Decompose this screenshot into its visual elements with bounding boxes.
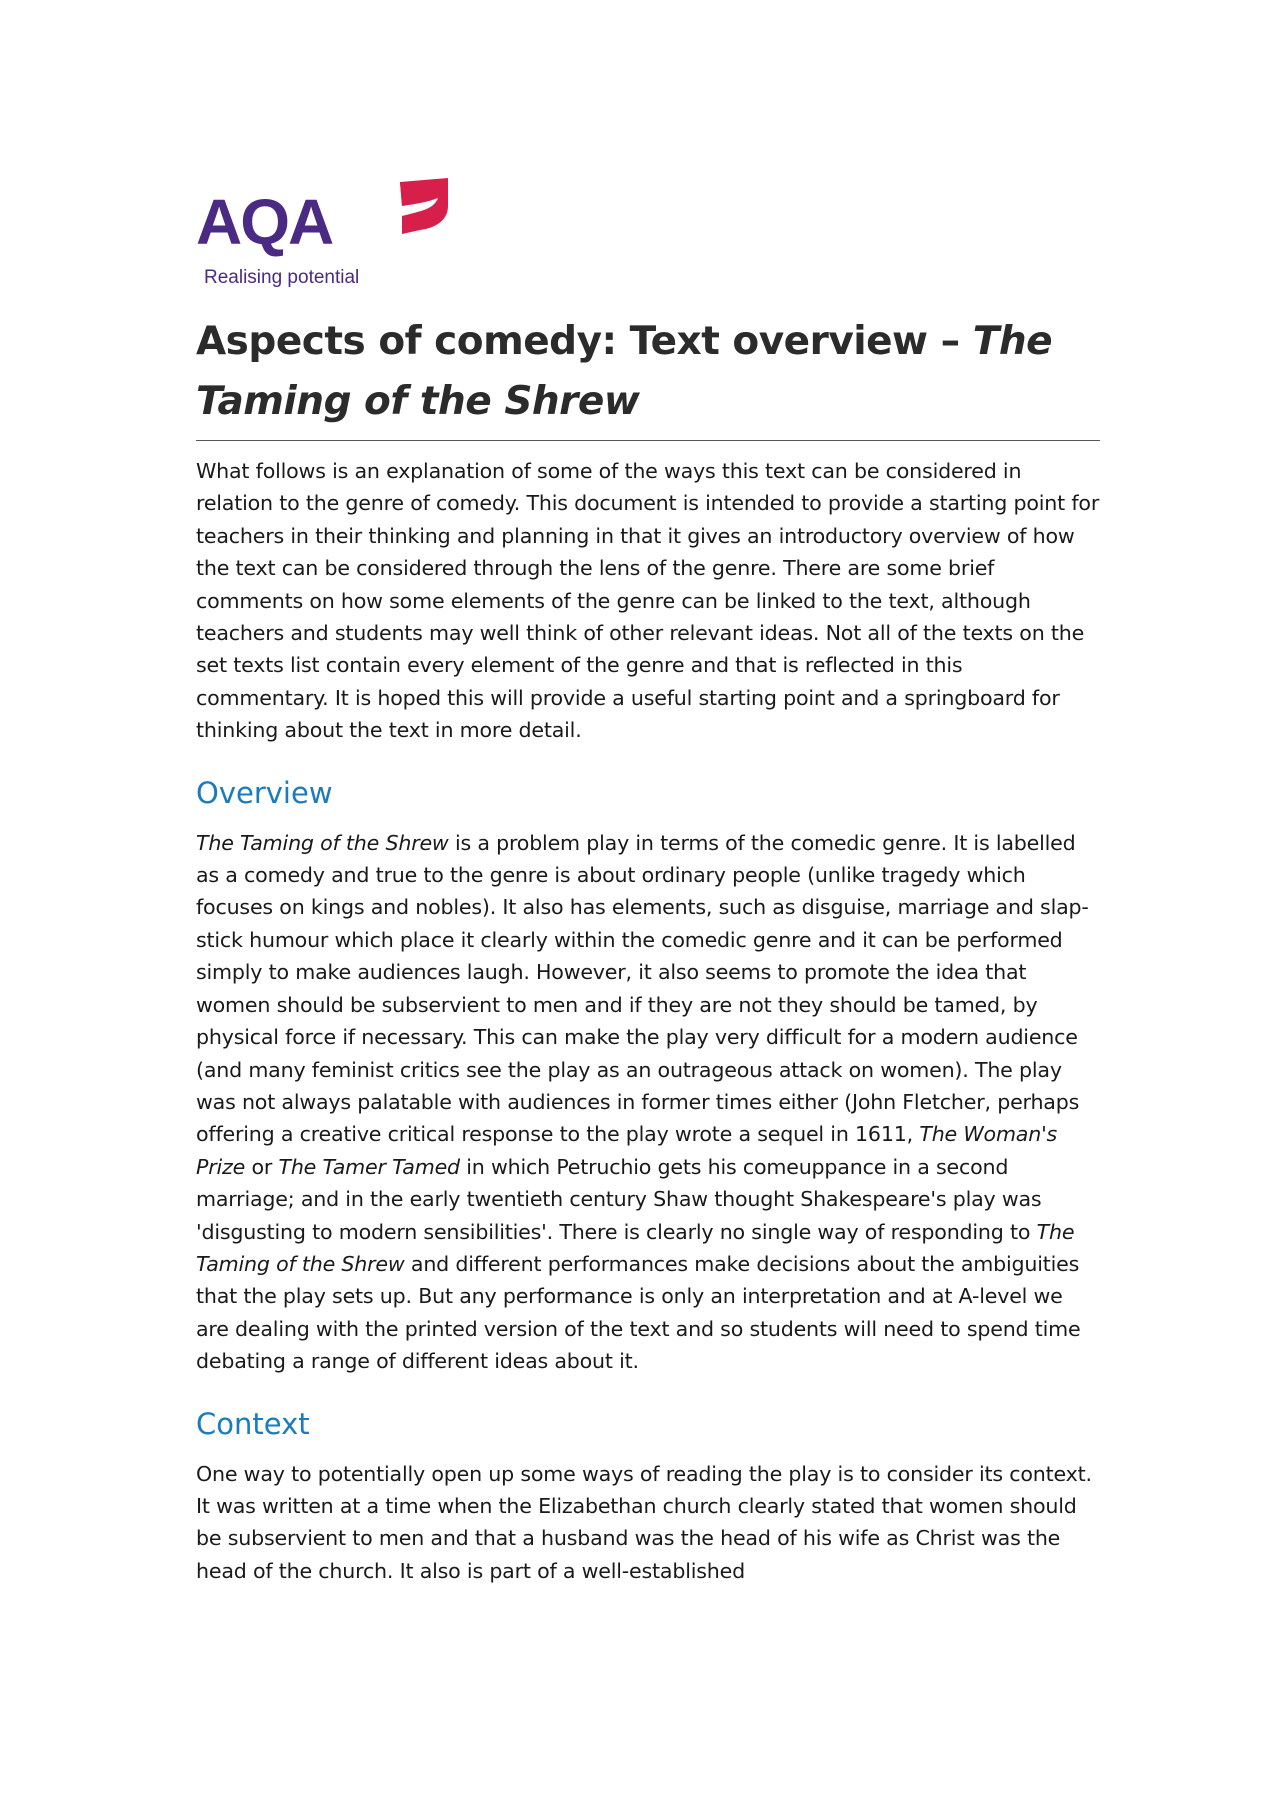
overview-text: and different performances make decisions about the ambiguities that the play sets up. But any performance is only an interpretation and at A-level we are dealing with the printed version of the text and so students will need to spend time debating a range of different ideas about it. bbox=[196, 1251, 1081, 1374]
page-title bbox=[196, 312, 1100, 441]
document-page bbox=[196, 170, 1100, 1587]
context-paragraph: One way to potentially open up some ways of reading the play is to consider its context. It was written at a time when the Elizabethan church clearly stated that women should be subservient to men and that a husband was the head of his wife as Christ was the head of the church. It also is part of a well-established bbox=[196, 1461, 1092, 1583]
overview-italic: The Taming of the Shrew bbox=[196, 830, 449, 855]
overview-text: in which Petruchio gets his comeuppance in a second marriage; and in the early twentieth century Shaw thought Shakespeare's play was 'disgusting to modern sensibilities'. There is clearly no single way of responding to bbox=[196, 1154, 1042, 1244]
context-heading: Context bbox=[196, 1406, 310, 1441]
overview-italic: The Woman's Prize bbox=[196, 1122, 1058, 1179]
overview-italic: The Tamer Tamed bbox=[278, 1154, 460, 1179]
logo-tagline: Realising potential bbox=[204, 267, 360, 288]
title-italic: The Taming of the Shrew bbox=[196, 319, 1053, 424]
title-text: Aspects of comedy: Text overview – bbox=[196, 319, 973, 364]
overview-text: is a problem play in terms of the comedic genre. It is labelled as a comedy and true to the genre is about ordinary people (unlike tragedy which focuses on kings and nobles). It also has elements, such as disguise, marriage and slap-stick humour which place it clearly within the comedic genre and it can be performed simply to make audiences laugh. However, it also seems to promote the idea that women should be subservient to men and if they are not they should be tamed, by physical force if necessary. This can make the play very difficult for a modern audience (and many feminist critics see the play as an outrageous attack on women). The play was not always palatable with audiences in former times either (John Fletcher, perhaps offering a creative critical response to the play wrote a sequel in 1611, bbox=[196, 830, 1089, 1147]
intro-paragraph: What follows is an explanation of some of the ways this text can be considered in relation to the genre of comedy. This document is intended to provide a starting point for teachers in their thinking and planning in that it gives an introductory overview of how the text can be considered through the lens of the genre. There are some brief comments on how some elements of the genre can be linked to the text, although teachers and students may well think of other relevant ideas. Not all of the texts on the set texts list contain every element of the genre and that is reflected in this commentary. It is hoped this will provide a useful starting point and a springboard for thinking about the text in more detail. bbox=[196, 459, 1100, 743]
overview-text: or bbox=[245, 1154, 279, 1179]
overview-heading: Overview bbox=[196, 775, 333, 810]
logo-leaf-icon bbox=[396, 176, 452, 238]
overview-italic: The Taming of the Shrew bbox=[196, 1219, 1075, 1276]
logo-letters: AQA bbox=[196, 186, 333, 258]
overview-paragraph bbox=[196, 827, 1100, 1378]
aqa-logo bbox=[196, 170, 456, 290]
